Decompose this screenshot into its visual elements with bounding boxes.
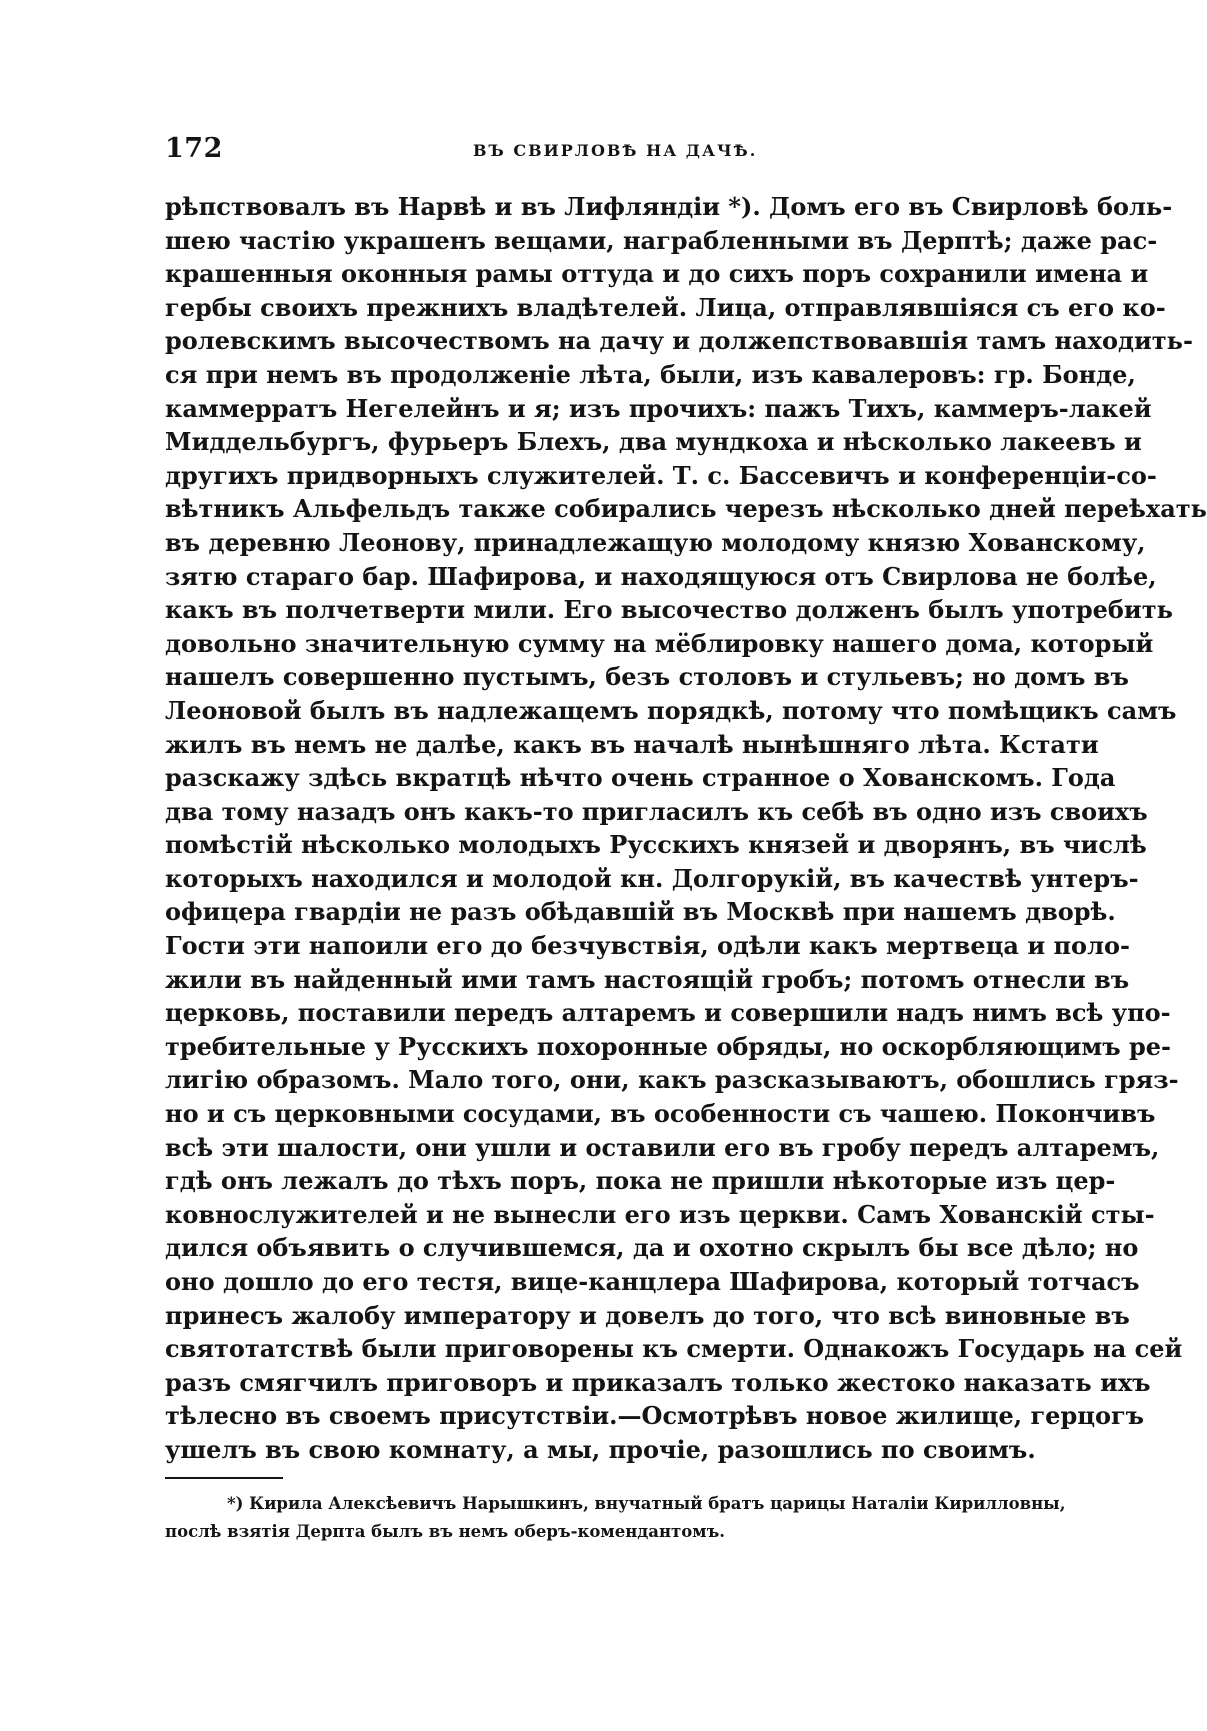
footnote-divider: [165, 1477, 283, 1479]
text-line: гербы своихъ прежнихъ владѣтелей. Лица, отправлявшіяся съ его ко-: [165, 292, 1166, 322]
text-line: нашелъ совершенно пустымъ, безъ столовъ и стульевъ; но домъ въ: [165, 662, 1129, 692]
text-line: жилъ въ немъ не далѣе, какъ въ началѣ нынѣшняго лѣта. Кстати: [165, 729, 1099, 759]
text-line: гдѣ онъ лежалъ до тѣхъ поръ, пока не пришли нѣкоторые изъ цер-: [165, 1166, 1116, 1196]
text-line: ковнослужителей и не вынесли его изъ церкви. Самъ Хованскій сты-: [165, 1199, 1155, 1229]
text-line: которыхъ находился и молодой кн. Долгорукій, въ качествѣ унтеръ-: [165, 863, 1139, 893]
text-line: въ деревню Леонову, принадлежащую молодому князю Хованскому,: [165, 527, 1146, 557]
text-line: разскажу здѣсь вкратцѣ нѣчто очень странное о Хованскомъ. Года: [165, 763, 1116, 793]
text-line: каммерратъ Негелейнъ и я; изъ прочихъ: пажъ Тихъ, каммеръ-лакей: [165, 393, 1152, 423]
text-line: другихъ придворныхъ служителей. Т. с. Бассевичъ и конференціи-со-: [165, 460, 1157, 490]
text-line: ушелъ въ свою комнату, а мы, прочіе, разошлись по своимъ.: [165, 1434, 1036, 1464]
text-line: но и съ церковными сосудами, въ особенности съ чашею. Покончивъ: [165, 1099, 1156, 1129]
footnotes: [165, 1490, 1066, 1546]
text-line: довольно значительную сумму на мёблировку нашего дома, который: [165, 628, 1154, 658]
text-line: лигію образомъ. Мало того, они, какъ разсказываютъ, обошлись гряз-: [165, 1065, 1179, 1095]
text-line: Миддельбургъ, фурьеръ Блехъ, два мундкоха и нѣсколько лакеевъ и: [165, 427, 1142, 457]
text-line: требительные у Русскихъ похоронные обряды, но оскорбляющимъ ре-: [165, 1031, 1172, 1061]
text-line: разъ смягчилъ приговоръ и приказалъ только жестоко наказать ихъ: [165, 1367, 1151, 1397]
text-line: вѣтникъ Альфельдъ также собирались черезъ нѣсколько дней переѣхать: [165, 494, 1207, 524]
footnote-line: *) Кирила Алексѣевичъ Нарышкинъ, внучатный братъ царицы Наталіи Кирилловны,: [227, 1494, 1066, 1513]
text-line: оно дошло до его тестя, вице-канцлера Шафирова, который тотчасъ: [165, 1267, 1140, 1296]
running-head: ВЪ СВИРЛОВѢ НА ДАЧѢ.: [473, 141, 758, 160]
text-line: крашенныя оконныя рамы оттуда и до сихъ поръ сохранили имена и: [165, 259, 1149, 289]
text-line: рѣпствовалъ въ Нарвѣ и въ Лифляндіи *). Домъ его въ Свирловѣ боль-: [165, 192, 1173, 221]
text-line: Леоновой былъ въ надлежащемъ порядкѣ, потому что помѣщикъ самъ: [165, 695, 1177, 725]
text-line: церковь, поставили передъ алтаремъ и совершили надъ нимъ всѣ упо-: [165, 998, 1171, 1028]
text-line: жили въ найденный ими тамъ настоящій гробъ; потомъ отнесли въ: [165, 964, 1130, 994]
text-line: помѣстій нѣсколько молодыхъ Русскихъ князей и дворянъ, въ числѣ: [165, 830, 1147, 860]
text-line: Гости эти напоили его до безчувствія, одѣли какъ мертвеца и поло-: [165, 931, 1130, 961]
text-line: шею частію украшенъ вещами, награбленными въ Дерптѣ; даже рас-: [165, 225, 1158, 255]
text-line: ролевскимъ высочествомъ на дачу и должепствовавшія тамъ находить-: [165, 326, 1193, 356]
text-line: принесъ жалобу императору и довелъ до того, что всѣ виновные въ: [165, 1300, 1130, 1330]
text-line: тѣлесно въ своемъ присутствіи.—Осмотрѣвъ новое жилище, герцогъ: [165, 1401, 1145, 1431]
text-line: святотатствѣ были приговорены къ смерти. Однакожъ Государь на сей: [165, 1334, 1183, 1364]
text-line: всѣ эти шалости, они ушли и оставили его въ гробу передъ алтаремъ,: [165, 1132, 1160, 1162]
text-line: дился объявить о случившемся, да и охотно скрылъ бы все дѣло; но: [165, 1233, 1139, 1263]
text-line: зятю стараго бар. Шафирова, и находящуюся отъ Свирлова не болѣе,: [165, 561, 1157, 591]
text-line: ся при немъ въ продолженіе лѣта, были, изъ кавалеровъ: гр. Бонде,: [165, 359, 1136, 389]
text-line: офицера гвардіи не разъ обѣдавшій въ Москвѣ при нашемъ дворѣ.: [165, 897, 1116, 927]
body-text: [165, 190, 1207, 1467]
page-header: [165, 133, 1045, 173]
text-line: два тому назадъ онъ какъ-то пригласилъ къ себѣ въ одно изъ своихъ: [165, 796, 1148, 826]
footnote-line: послѣ взятія Дерпта былъ въ немъ оберъ-комендантомъ.: [165, 1522, 726, 1541]
page-number: 172: [165, 133, 223, 164]
text-line: какъ въ полчетверти мили. Его высочество долженъ былъ употребить: [165, 595, 1173, 625]
